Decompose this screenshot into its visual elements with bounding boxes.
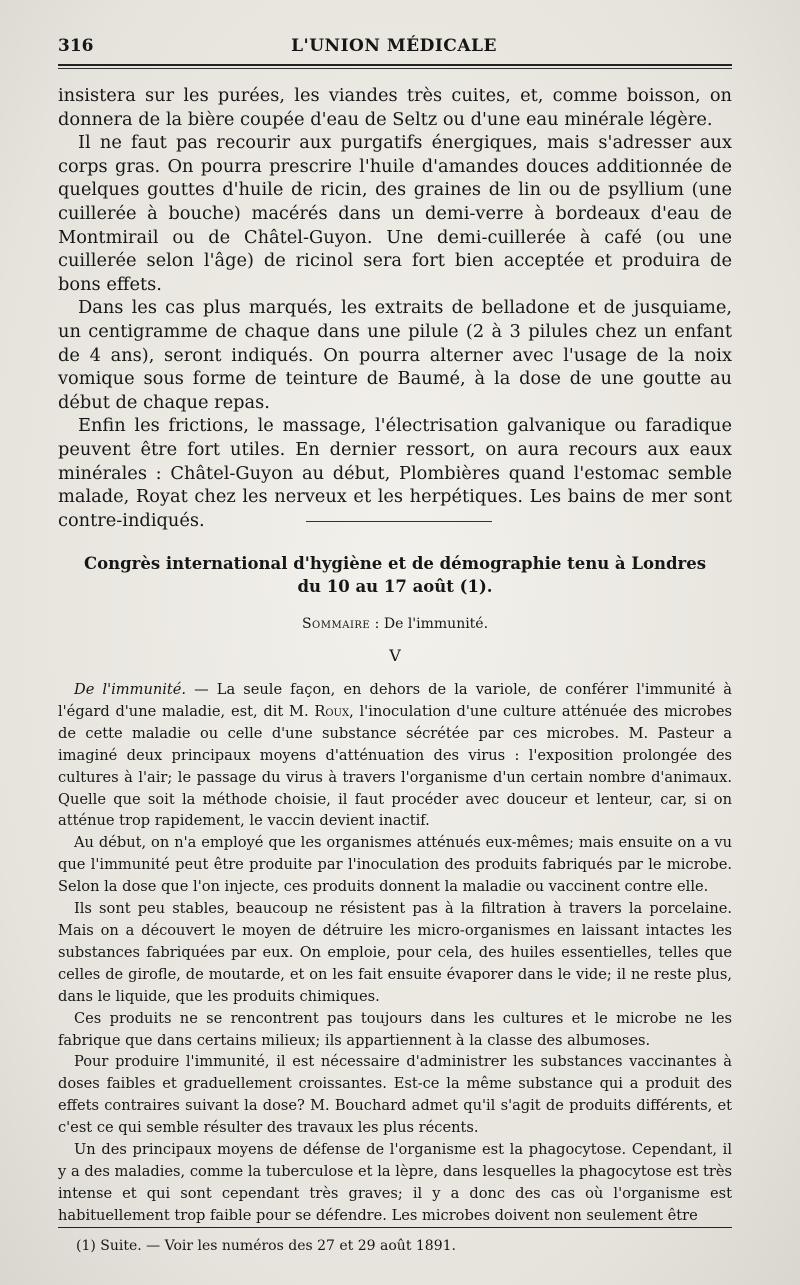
paragraph: Il ne faut pas recourir aux purgatifs énergiques, mais s'adresser aux corps gras. On pourra prescrire l'huile d'amandes douces additionnée de quelques gouttes d'huile de ricin, des graines de lin ou de psyllium (une cuillerée à bouche) macérés dans un demi-verre à bordeaux d'eau de Montmirail ou de Châtel-Guyon. Une demi-cuillerée à café (ou une cuillerée selon l'âge) de ricinol sera fort bien acceptée et produira de bons effets.	[58, 132, 732, 295]
paragraph: insistera sur les purées, les viandes très cuites, et, comme boisson, on donnera de la bière coupée d'eau de Seltz ou d'une eau minérale légère.	[58, 85, 732, 130]
summary-line	[58, 616, 732, 632]
lead-heading: De l'immunité.	[74, 681, 187, 698]
continued-article	[58, 84, 732, 532]
lead-text: — La seule façon, en dehors de la variole, de conférer l'immunité à l'égard d'une maladie, est, dit M.	[58, 681, 732, 720]
summary-text: De l'immunité.	[383, 616, 489, 632]
paragraph: Ils sont peu stables, beaucoup ne résistent pas à la filtration à travers la porcelaine. Mais on a découvert le moyen de détruire les micro-organismes en laissant intactes les substances fabriquées par eux. On emploie, pour cela, des huiles essentielles, telles que celles de girofle, de moutarde, et on les fait ensuite évaporer dans le vide; il ne reste plus, dans le liquide, que les produits chimiques.	[58, 900, 732, 1005]
lead-text-rest: , l'inoculation d'une culture atténuée des microbes de cette maladie ou celle d'une substance sécrétée par ces microbes. M. Pasteur a imaginé deux principaux moyens d'atténuation des virus : l'exposition prolongée des cultures à l'air; le passage du virus à travers l'organisme d'un certain nombre d'animaux. Quelle que soit la méthode choisie, il faut procéder avec douceur et lenteur, car, si on atténue trop rapidement, le vaccin devient inactif.	[58, 702, 732, 830]
summary-label: Sommaire	[301, 616, 371, 632]
section-divider	[306, 521, 492, 522]
paragraph: Un des principaux moyens de défense de l'organisme est la phagocytose. Cependant, il y a des maladies, comme la tuberculose et la lèpre, dans lesquelles la phagocytose est très intense et qui sont cependant très graves; il y a donc des cas où l'organisme est habituellement trop faible pour se défendre. Les microbes doivent non seulement être	[58, 1141, 732, 1224]
section-number: V	[389, 646, 401, 665]
header-rule	[58, 64, 732, 66]
paragraph: Enfin les frictions, le massage, l'électrisation galvanique ou faradique peuvent être fort utiles. En dernier ressort, on aura recours aux eaux minérales : Châtel-Guyon au début, Plombières quand l'estomac semble malade, Royat chez les nerveux et les herpétiques. Les bains de mer sont contre-indiqués.	[58, 415, 732, 531]
paragraph: Pour produire l'immunité, il est nécessaire d'administrer les substances vaccinantes à doses faibles et graduellement croissantes. Est-ce la même substance qui a produit des effets contraires suivant la dose? M. Bouchard admet qu'il s'agit de produits différents, et c'est ce qui semble résulter des travaux les plus récents.	[58, 1053, 732, 1137]
summary-separator: :	[370, 616, 384, 632]
paragraph: Ces produits ne se rencontrent pas toujours dans les cultures et le microbe ne les fabrique que dans certains milieux; ils appartiennent à la classe des albumoses.	[58, 1009, 732, 1049]
section-title-line: du 10 au 17 août (1).	[297, 577, 493, 596]
page-header	[58, 36, 730, 58]
author-name: Roux	[314, 702, 350, 720]
paragraph: Au début, on n'a employé que les organismes atténués eux-mêmes; mais ensuite on a vu que l'immunité peut être produite par l'inoculation des produits fabriqués par le microbe. Selon la dose que l'on injecte, ces produits donnent la maladie ou vaccinent contre elle.	[58, 834, 732, 896]
section-title	[58, 552, 732, 598]
article-body	[58, 679, 732, 1227]
header-rule-thin	[58, 68, 732, 69]
section-title-line: Congrès international d'hygiène et de démographie tenu à Londres	[84, 554, 706, 573]
lead-paragraph	[58, 679, 732, 832]
footnote: (1) Suite. — Voir les numéros des 27 et 29 août 1891.	[76, 1238, 456, 1254]
running-title: L'UNION MÉDICALE	[291, 36, 497, 56]
page-number: 316	[58, 36, 94, 56]
footnote-rule	[58, 1227, 732, 1228]
paragraph: Dans les cas plus marqués, les extraits de belladone et de jusquiame, un centigramme de chaque dans une pilule (2 à 3 pilules chez un enfant de 4 ans), seront indiqués. On pourra alterner avec l'usage de la noix vomique sous forme de teinture de Baumé, à la dose de une goutte au début de chaque repas.	[58, 297, 732, 413]
